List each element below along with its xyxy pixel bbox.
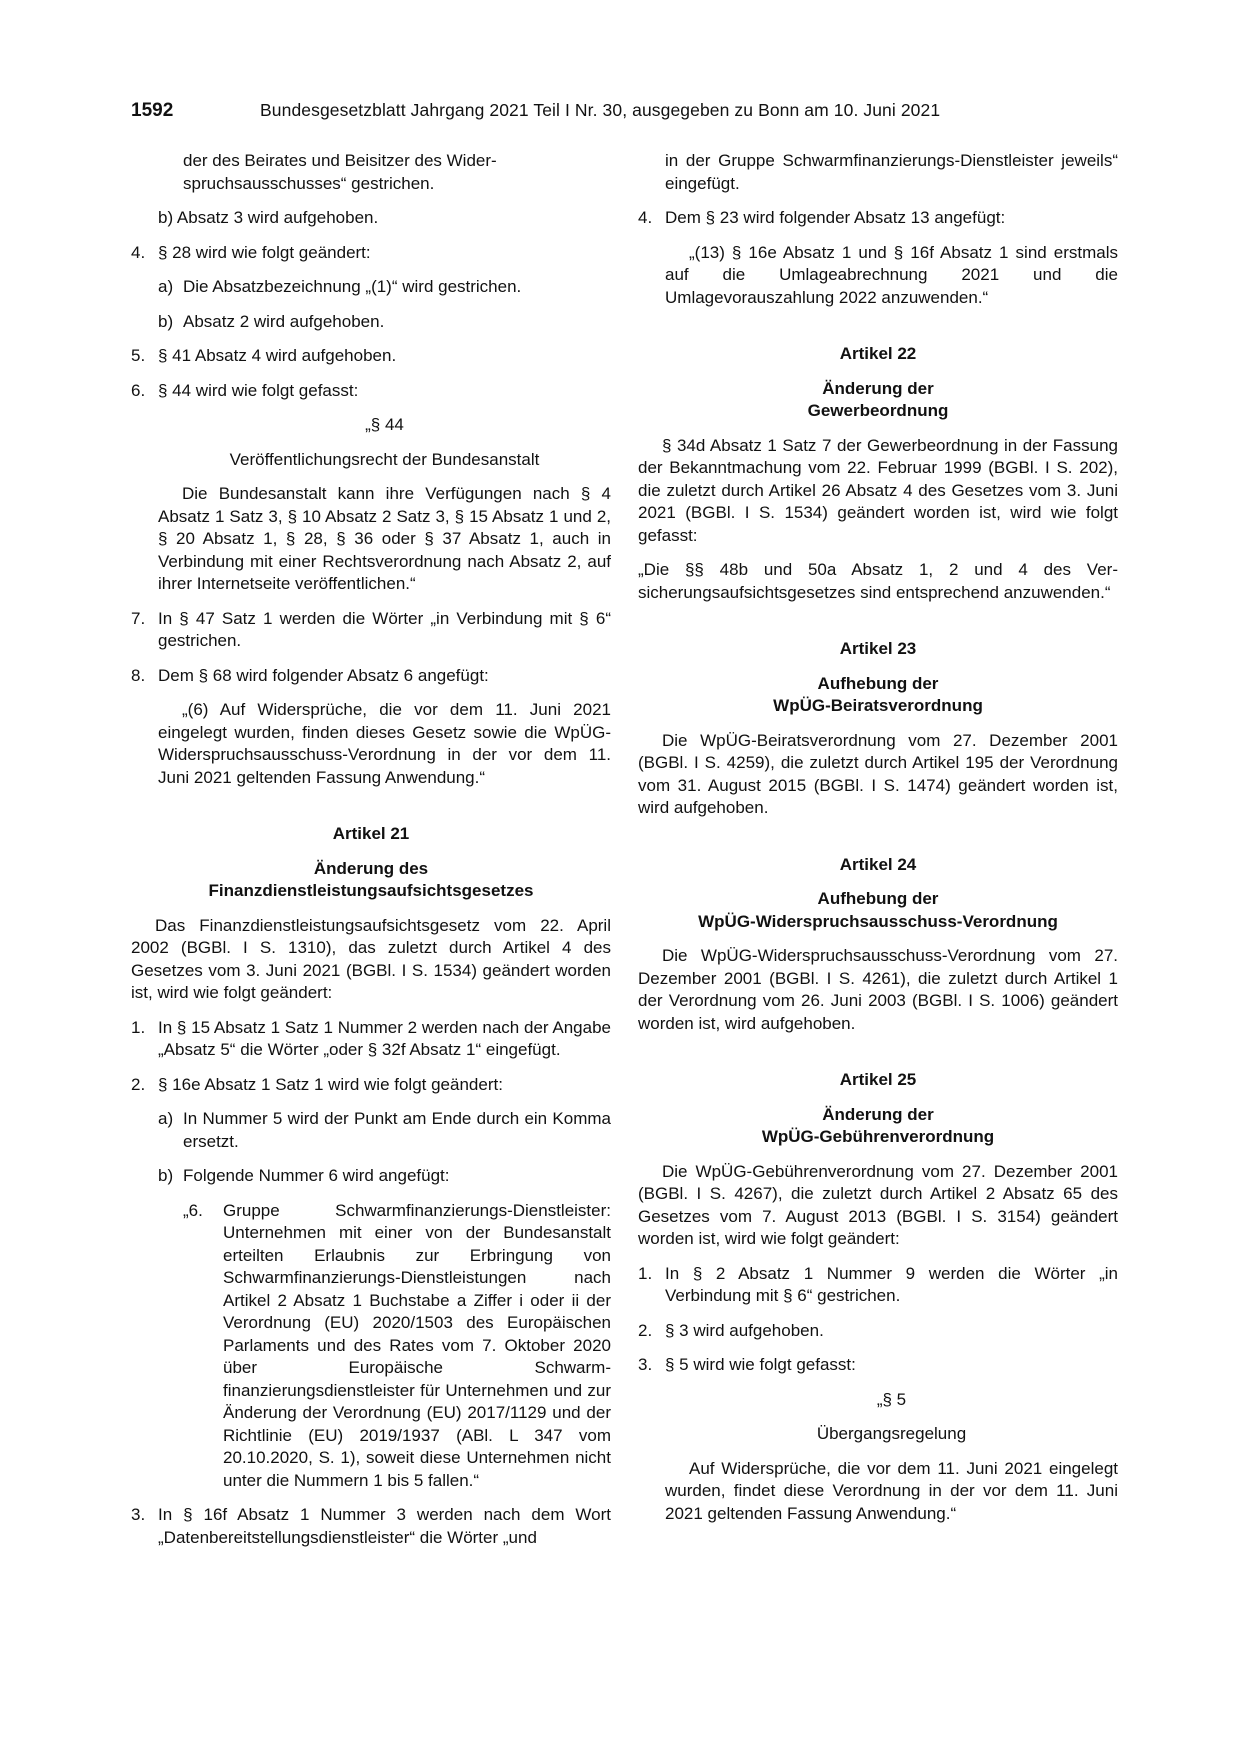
article-intro: Das Finanzdienstleistungsaufsichtsgesetz vom 22. April 2002 (BGBl. I S. 1310), das zuletzt durch Artikel 4 des Gesetzes vom 3. Juni 2021 (BGBl. I S. 1534) geändert worden ist, wird wie folgt geändert: bbox=[131, 915, 611, 1002]
list-item bbox=[638, 207, 1118, 230]
article-title: Änderung der bbox=[822, 378, 934, 398]
list-item bbox=[131, 345, 611, 368]
list-marker: 1. bbox=[131, 1017, 146, 1037]
list-marker: 3. bbox=[638, 1355, 653, 1374]
list-marker: 4. bbox=[131, 242, 146, 262]
list-marker: 4. bbox=[638, 208, 653, 227]
page-number: 1592 bbox=[131, 100, 174, 121]
article-text: § 34d Absatz 1 Satz 7 der Gewerbeordnung in der Fassung der Bekanntmachung vom 22. Februar 1999 (BGBl. I S. 202), die zuletzt durch Artikel 26 Absatz 4 des Gesetzes vom 3. Juni 2021 (BGBl. I S. 1534) geändert worden ist, wird wie folgt gefasst: bbox=[638, 435, 1118, 545]
list-text: § 16e Absatz 1 Satz 1 wird wie folgt geändert: bbox=[158, 1074, 503, 1094]
gazette-header: Bundesgesetzblatt Jahrgang 2021 Teil I Nr. 30, ausgegeben zu Bonn am 10. Juni 2021 bbox=[260, 100, 941, 120]
sub-item bbox=[131, 1108, 611, 1153]
page-header bbox=[131, 100, 1111, 126]
list-text: In § 16f Absatz 1 Nummer 3 werden nach dem Wort „Datenbereitstellungsdienstleister“ die Wörter „und bbox=[158, 1505, 611, 1547]
article-title: WpÜG-Gebührenverordnung bbox=[761, 1127, 995, 1146]
list-text: In Nummer 5 wird der Punkt am Ende durch ein Komma ersetzt. bbox=[183, 1109, 611, 1151]
paragraph-number: „§ 5 bbox=[876, 1389, 907, 1409]
paragraph-title: Veröffentlichungsrecht der Bundesanstalt bbox=[229, 449, 540, 469]
article-title: Finanzdienstleistungsaufsichtsgesetzes bbox=[208, 881, 534, 900]
article-title: Änderung des bbox=[313, 858, 429, 878]
sub-item: b) Absatz 3 wird aufgehoben. bbox=[158, 208, 379, 227]
article-title: Aufhebung der bbox=[817, 889, 939, 908]
list-text: Absatz 2 wird aufgehoben. bbox=[183, 311, 385, 331]
list-text: § 3 wird aufgehoben. bbox=[665, 1320, 824, 1340]
list-marker: 2. bbox=[131, 1074, 146, 1094]
article-heading: Artikel 22 bbox=[839, 344, 917, 363]
article-heading: Artikel 21 bbox=[332, 824, 410, 843]
list-text: § 44 wird wie folgt gefasst: bbox=[158, 380, 359, 400]
list-marker: a) bbox=[158, 277, 174, 296]
article-heading: Artikel 24 bbox=[839, 854, 917, 874]
list-text: Dem § 68 wird folgender Absatz 6 angefügt: bbox=[158, 665, 489, 685]
list-text: § 5 wird wie folgt gefasst: bbox=[665, 1355, 856, 1374]
article-heading: Artikel 23 bbox=[839, 639, 917, 658]
list-marker: „6. bbox=[183, 1200, 203, 1220]
paragraph-text: Auf Widersprüche, die vor dem 11. Juni 2021 eingelegt wurden, findet diese Verordnung in der vor dem 11. Juni 2021 geltenden Fassung Anwendung.“ bbox=[665, 1458, 1118, 1523]
quoted-paragraph: „(13) § 16e Absatz 1 und § 16f Absatz 1 sind erstmals auf die Umlageabrechnung 2021 und die Umlagevorauszahlung 2022 anzuwenden.“ bbox=[665, 242, 1118, 307]
paragraph-number: „§ 44 bbox=[365, 415, 404, 434]
article-title: Aufhebung der bbox=[817, 673, 939, 693]
article-text: „Die §§ 48b und 50a Absatz 1, 2 und 4 des Versicherungsaufsichtsgesetzes sind entsprechend anzuwenden.“ bbox=[638, 560, 1118, 602]
sub-item bbox=[131, 1165, 611, 1188]
list-marker: b) bbox=[158, 311, 174, 331]
paragraph-text: Die Bundesanstalt kann ihre Verfügungen nach § 4 Absatz 1 Satz 3, § 10 Absatz 2 Satz 3, § 15 Absatz 1 und 2, § 20 Absatz 1, § 28, § 36 oder § 37 Absatz 1, auch in Verbindung mit einer Rechtsverordnung nach Absatz 2, auf ihrer Internetseite veröffentlichen.“ bbox=[158, 484, 611, 593]
list-item bbox=[131, 1504, 611, 1549]
sub-item bbox=[131, 311, 611, 334]
list-item bbox=[131, 1074, 611, 1097]
continued-text: in der Gruppe Schwarmfinanzierungs-Dienstleister jeweils“ eingefügt. bbox=[665, 151, 1118, 193]
article-title: WpÜG-Widerspruchsausschuss-Verordnung bbox=[698, 911, 1058, 931]
article-text: Die WpÜG-Gebührenverordnung vom 27. Dezember 2001 (BGBl. I S. 4267), die zuletzt durch Artikel 2 Absatz 65 des Gesetzes vom 7. August 2013 (BGBl. I S. 3154) geändert worden ist, wird wie folgt geändert: bbox=[638, 1161, 1118, 1248]
list-item bbox=[131, 380, 611, 403]
list-text: In § 15 Absatz 1 Satz 1 Nummer 2 werden nach der Angabe „Absatz 5“ die Wörter „oder § 32f Absatz 1“ eingefügt. bbox=[158, 1017, 611, 1059]
list-marker: 3. bbox=[131, 1505, 146, 1524]
list-text: Gruppe Schwarmfinanzierungs-Dienstleister: Unternehmen mit einer von der Bundesanstalt erteilten Erlaubnis zur Erbringung von Schwarmfinanzierungs-Dienstleistungen nach Artikel 2 Absatz 1 Buchstabe a Ziffer i oder ii der Verordnung (EU) 2020/1503 des Europäischen Parlaments und des Rates vom 7. Oktober 2020 über Europäische Schwarmfinanzierungsdienstleister für Unternehmen und zur Änderung der Verordnung (EU) 2017/1129 und der Richtlinie (EU) 2019/1937 (ABl. L 347 vom 20.10.2020, S. 1), soweit diese Unternehmen nicht unter die Nummern 1 bis 5 fallen.“ bbox=[223, 1200, 611, 1490]
list-text: Folgende Nummer 6 wird angefügt: bbox=[183, 1166, 450, 1185]
paragraph-title: Übergangsregelung bbox=[816, 1424, 967, 1443]
left-column bbox=[131, 150, 611, 1549]
list-text: In § 2 Absatz 1 Nummer 9 werden die Wörter „in Verbindung mit § 6“ gestrichen. bbox=[665, 1263, 1118, 1305]
continued-text: spruchsausschusses“ gestrichen. bbox=[183, 173, 435, 193]
list-marker: 1. bbox=[638, 1263, 653, 1283]
list-item bbox=[131, 608, 611, 653]
list-text: § 28 wird wie folgt geändert: bbox=[158, 242, 371, 262]
sub-item bbox=[131, 276, 611, 299]
article-title: Änderung der bbox=[822, 1104, 934, 1124]
article-title: WpÜG-Beiratsverordnung bbox=[773, 696, 983, 715]
list-marker: 6. bbox=[131, 380, 146, 400]
article-title: Gewerbeordnung bbox=[807, 401, 949, 420]
list-item bbox=[131, 242, 611, 265]
list-marker: a) bbox=[158, 1109, 174, 1128]
list-text: § 41 Absatz 4 wird aufgehoben. bbox=[158, 346, 397, 365]
list-text: Dem § 23 wird folgender Absatz 13 angefügt: bbox=[665, 208, 1006, 227]
list-marker: 5. bbox=[131, 346, 146, 365]
list-item bbox=[638, 1320, 1118, 1343]
list-marker: 7. bbox=[131, 608, 146, 628]
list-item bbox=[131, 665, 611, 688]
list-item bbox=[638, 1263, 1118, 1308]
list-text: In § 47 Satz 1 werden die Wörter „in Verbindung mit § 6“ gestrichen. bbox=[158, 608, 611, 650]
article-heading: Artikel 25 bbox=[839, 1070, 917, 1089]
quoted-paragraph: „(6) Auf Widersprüche, die vor dem 11. Juni 2021 eingelegt wurden, finden dieses Gesetz sowie die WpÜG-Widerspruchsausschuss-Verordnung in der vor dem 11. Juni 2021 geltenden Fassung Anwendung.“ bbox=[158, 700, 611, 787]
list-item bbox=[638, 1354, 1118, 1377]
list-marker: 2. bbox=[638, 1320, 653, 1340]
list-marker: 8. bbox=[131, 665, 146, 685]
list-item bbox=[131, 1017, 611, 1062]
quoted-number bbox=[131, 1200, 611, 1493]
article-text: Die WpÜG-Widerspruchsausschuss-Verordnung vom 27. Dezember 2001 (BGBl. I S. 4261), die zuletzt durch Artikel 1 der Verordnung vom 26. Juni 2003 (BGBl. I S. 1006) geändert worden ist, wird aufgehoben. bbox=[638, 946, 1118, 1033]
list-marker: b) bbox=[158, 1166, 174, 1185]
article-text: Die WpÜG-Beiratsverordnung vom 27. Dezember 2001 (BGBl. I S. 4259), die zuletzt durch Artikel 195 der Verordnung vom 31. August 2015 (BGBl. I S. 1474) geändert worden ist, wird aufgehoben. bbox=[638, 730, 1118, 817]
list-text: Die Absatzbezeichnung „(1)“ wird gestrichen. bbox=[183, 277, 522, 296]
continued-text: der des Beirates und Beisitzer des Wider- bbox=[183, 151, 497, 170]
right-column bbox=[638, 150, 1118, 1525]
